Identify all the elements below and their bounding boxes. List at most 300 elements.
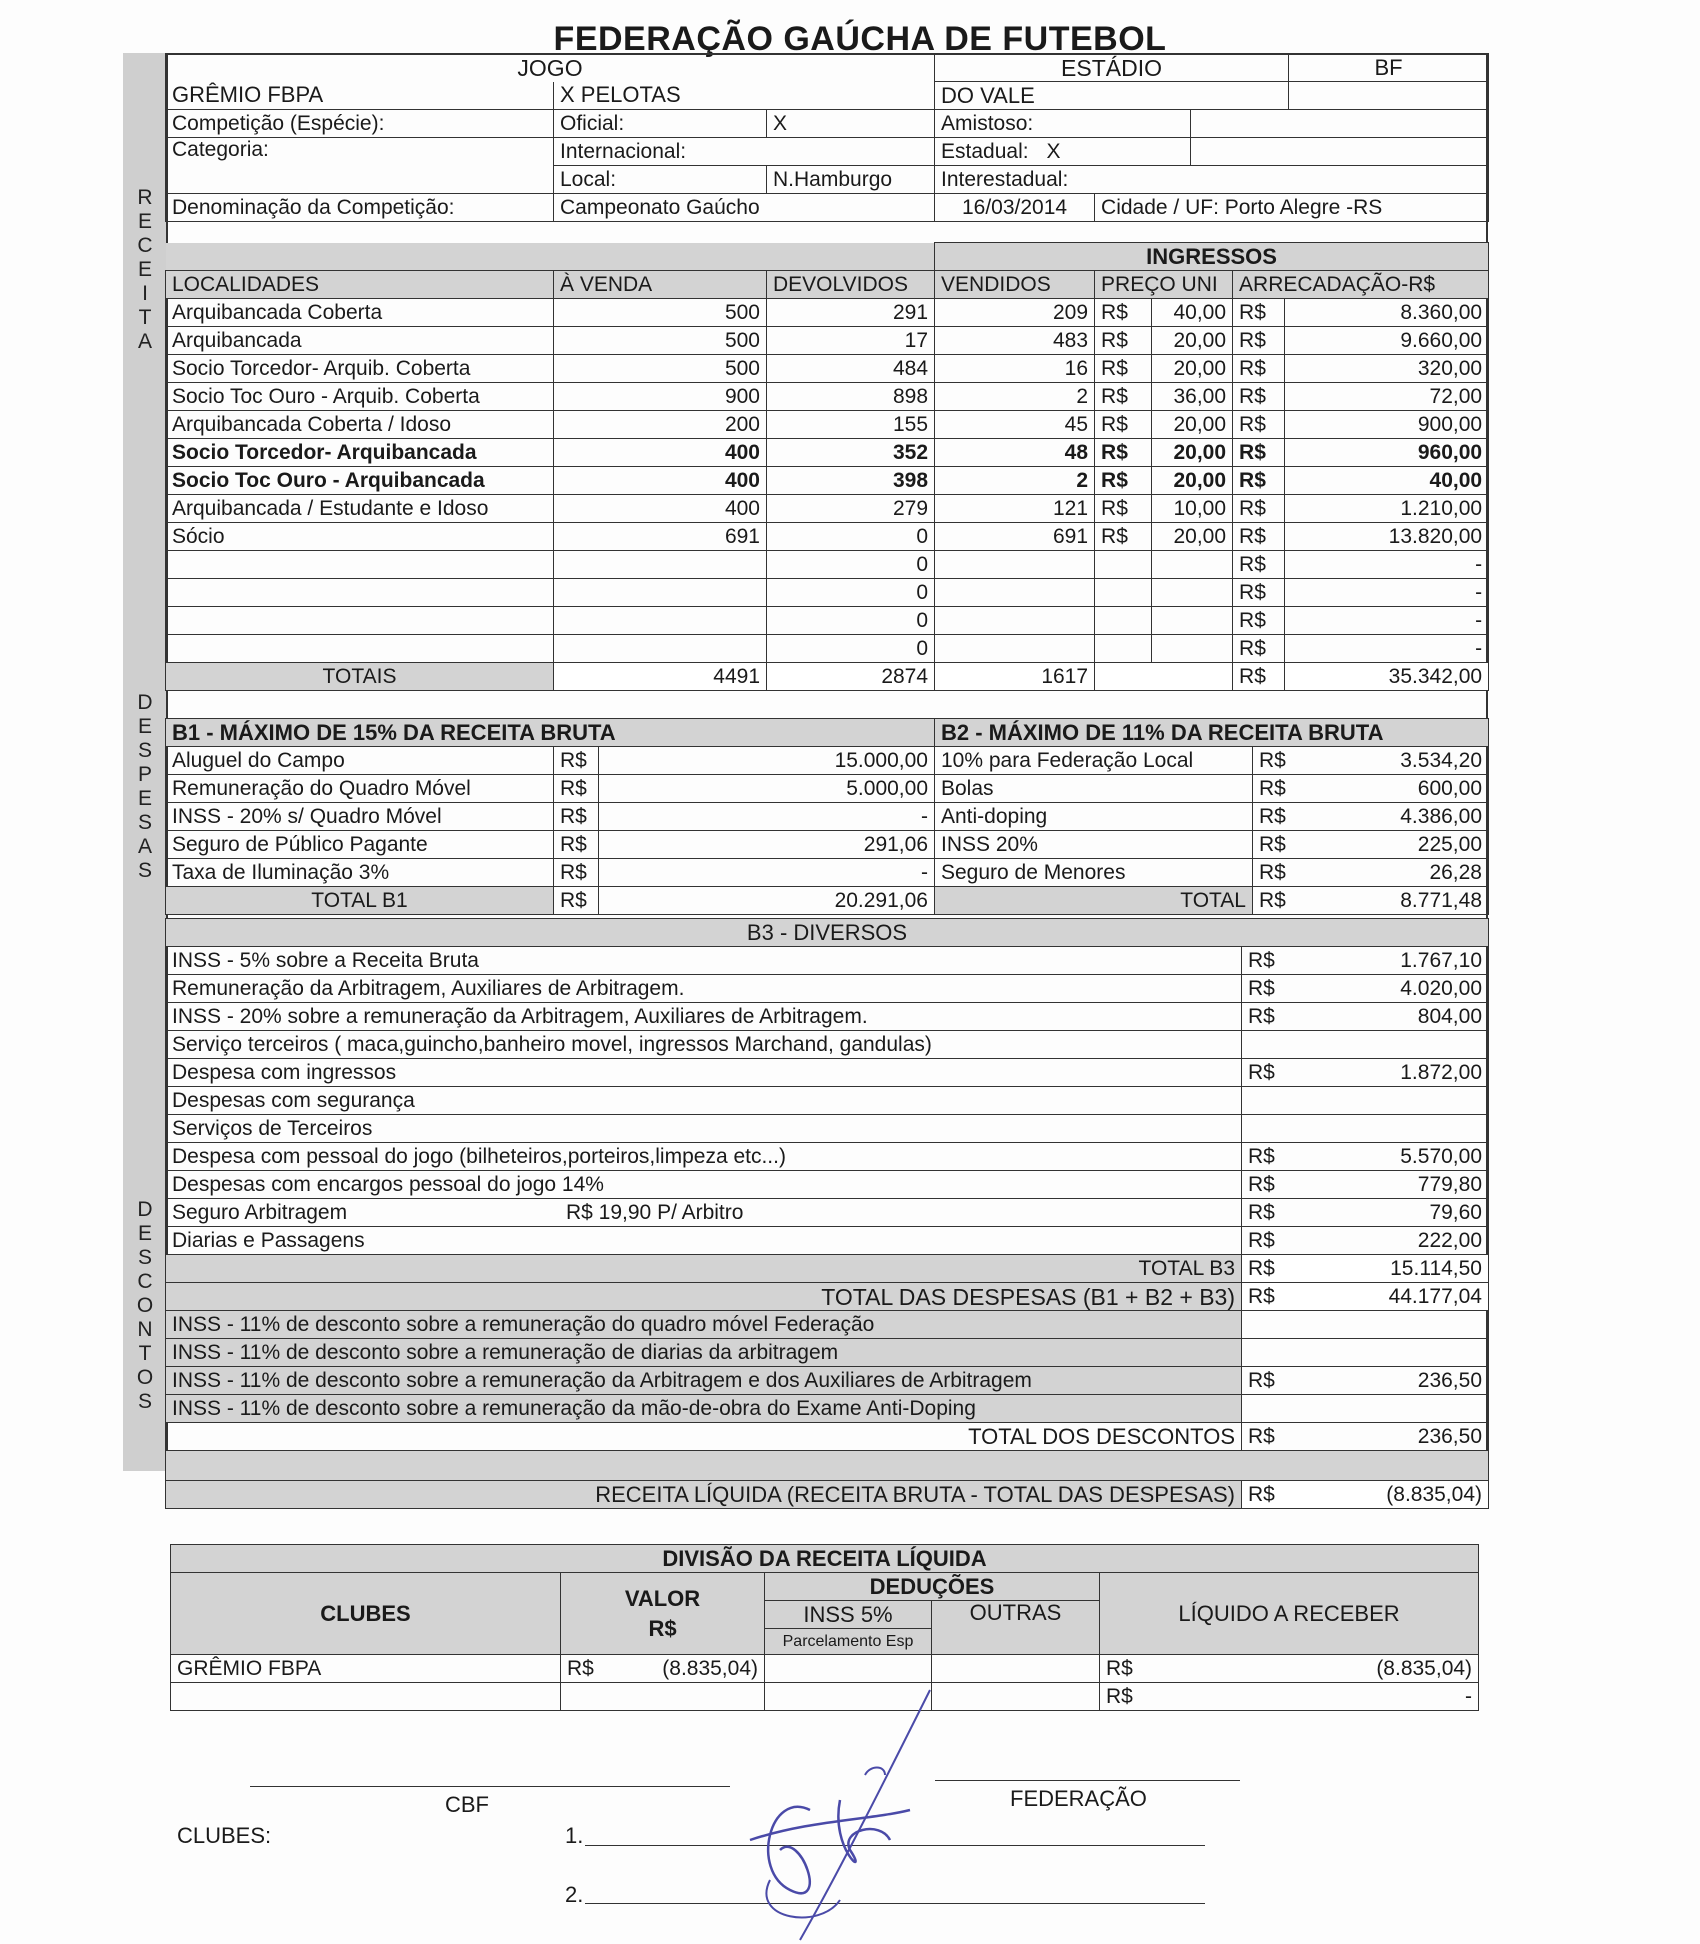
b3-item-label-cell xyxy=(166,947,1242,975)
arrecadacao-currency-cell: R$ xyxy=(1233,495,1285,523)
clubes-signature-label: CLUBES: xyxy=(177,1823,272,1848)
b3-row xyxy=(166,1199,1489,1227)
jogo-label: JOGO xyxy=(166,54,935,82)
federacao-label: FEDERAÇÃO xyxy=(1010,1786,1147,1811)
side-letter: S xyxy=(137,1246,152,1269)
valor-header: VALOR xyxy=(624,1585,701,1611)
devolvidos-cell: 398 xyxy=(767,467,935,495)
arrecadacao-cell: 1.210,00 xyxy=(1285,495,1489,523)
side-letter: S xyxy=(137,739,152,762)
b3-item-currency: R$ xyxy=(1248,948,1275,972)
desconto-currency: R$ xyxy=(1248,1368,1275,1392)
receita-side-label xyxy=(128,186,162,354)
localidade-cell xyxy=(166,635,554,663)
b3-item-currency: R$ xyxy=(1248,1228,1275,1252)
devolvidos-cell: 279 xyxy=(767,495,935,523)
b2-total-label: TOTAL xyxy=(935,887,1253,915)
b2-total-value: 8.771,48 xyxy=(1400,888,1482,912)
preco-cell xyxy=(1152,607,1233,635)
b3-item-label-cell xyxy=(166,1199,1242,1227)
outras-header: OUTRAS xyxy=(932,1601,1100,1655)
b3-item-currency: R$ xyxy=(1248,1200,1275,1224)
localidade-cell: Socio Toc Ouro - Arquibancada xyxy=(166,467,554,495)
b1-item-value: - xyxy=(599,859,935,887)
b1-item-currency: R$ xyxy=(554,747,599,775)
b3-row xyxy=(166,1031,1489,1059)
ingressos-header-cell: VENDIDOS xyxy=(935,271,1095,299)
ingressos-row xyxy=(166,355,1489,383)
clube-name xyxy=(171,1683,561,1711)
vendidos-cell: 16 xyxy=(935,355,1095,383)
side-letter: C xyxy=(137,1270,153,1293)
receita-liquida-label: RECEITA LÍQUIDA (RECEITA BRUTA - TOTAL DAS DESPESAS) xyxy=(166,1481,1242,1509)
arrecadacao-cell: 960,00 xyxy=(1285,439,1489,467)
ingressos-row xyxy=(166,607,1489,635)
ingressos-row xyxy=(166,495,1489,523)
b3-item-label: Despesas com encargos pessoal do jogo 14% xyxy=(172,1172,604,1196)
estadual-label: Estadual: xyxy=(941,139,1029,163)
total-descontos-currency: R$ xyxy=(1248,1424,1275,1448)
club-signature-2-label: 2. xyxy=(565,1882,584,1907)
liquido-value: (8.835,04) xyxy=(1376,1656,1473,1680)
preco-currency-cell xyxy=(1095,635,1152,663)
preco-currency-cell xyxy=(1095,551,1152,579)
vendidos-cell xyxy=(935,635,1095,663)
b1-b2-row xyxy=(166,831,1489,859)
arrecadacao-currency-cell: R$ xyxy=(1233,355,1285,383)
b2-item-label: Seguro de Menores xyxy=(935,859,1253,887)
vendidos-cell xyxy=(935,579,1095,607)
side-letter: N xyxy=(137,1318,153,1341)
ingressos-header-cell: PREÇO UNI xyxy=(1095,271,1233,299)
vendidos-cell: 48 xyxy=(935,439,1095,467)
ingressos-row xyxy=(166,467,1489,495)
total-descontos-label: TOTAL DOS DESCONTOS xyxy=(166,1423,1242,1451)
arrecadacao-currency-cell: R$ xyxy=(1233,439,1285,467)
b3-total-currency: R$ xyxy=(1248,1256,1275,1280)
b3-item-value: 222,00 xyxy=(1417,1228,1482,1252)
side-letter: E xyxy=(137,210,152,233)
b3-item-label: INSS - 20% sobre a remuneração da Arbitragem, Auxiliares de Arbitragem. xyxy=(172,1004,868,1028)
b1-total-label: TOTAL B1 xyxy=(166,887,554,915)
b1-total-currency: R$ xyxy=(554,887,599,915)
b3-row xyxy=(166,1003,1489,1031)
b1-item-label: Aluguel do Campo xyxy=(166,747,554,775)
arrecadacao-cell: - xyxy=(1285,579,1489,607)
preco-currency-cell xyxy=(1095,579,1152,607)
home-team: GRÊMIO FBPA xyxy=(166,82,554,110)
b1-item-value: 15.000,00 xyxy=(599,747,935,775)
vendidos-cell: 483 xyxy=(935,327,1095,355)
b3-row xyxy=(166,975,1489,1003)
ingressos-header-cell: DEVOLVIDOS xyxy=(767,271,935,299)
arrecadacao-cell: 8.360,00 xyxy=(1285,299,1489,327)
ingressos-row xyxy=(166,523,1489,551)
side-letter: R xyxy=(137,186,153,209)
arrecadacao-currency-cell: R$ xyxy=(1233,579,1285,607)
b3-item-label: Serviço terceiros ( maca,guincho,banheiro movel, ingressos Marchand, gandulas) xyxy=(172,1032,932,1056)
ingressos-title: INGRESSOS xyxy=(935,243,1489,271)
b3-item-note: R$ 19,90 P/ Arbitro xyxy=(566,1200,744,1224)
b3-item-label-cell xyxy=(166,1031,1242,1059)
a-venda-cell xyxy=(554,635,767,663)
clubes-header: CLUBES xyxy=(171,1573,561,1655)
receita-liquida-currency: R$ xyxy=(1248,1482,1275,1506)
handwritten-signature xyxy=(690,1650,950,1944)
side-letter: D xyxy=(137,1198,153,1221)
arrecadacao-currency-cell: R$ xyxy=(1233,635,1285,663)
b1-item-currency: R$ xyxy=(554,859,599,887)
devolvidos-cell: 17 xyxy=(767,327,935,355)
b3-row xyxy=(166,1171,1489,1199)
local-value: N.Hamburgo xyxy=(767,166,935,194)
b3-item-value: 5.570,00 xyxy=(1400,1144,1482,1168)
b1-item-currency: R$ xyxy=(554,803,599,831)
b3-item-label: Seguro Arbitragem xyxy=(172,1200,348,1224)
b1-item-value: - xyxy=(599,803,935,831)
a-venda-cell: 400 xyxy=(554,467,767,495)
a-venda-cell: 400 xyxy=(554,439,767,467)
ingressos-header-cell: LOCALIDADES xyxy=(166,271,554,299)
a-venda-cell: 400 xyxy=(554,495,767,523)
oficial-label: Oficial: xyxy=(554,110,767,138)
b2-item-currency: R$ xyxy=(1259,860,1286,884)
totais-venda: 4491 xyxy=(554,663,767,691)
b3-row xyxy=(166,1115,1489,1143)
b2-item-currency: R$ xyxy=(1259,776,1286,800)
ingressos-row xyxy=(166,411,1489,439)
b3-item-label: Diarias e Passagens xyxy=(172,1228,365,1252)
preco-cell xyxy=(1152,551,1233,579)
b3-item-label-cell xyxy=(166,1227,1242,1255)
inss-header: INSS 5% xyxy=(765,1601,932,1629)
side-letter: T xyxy=(138,306,152,329)
preco-currency-cell: R$ xyxy=(1095,467,1152,495)
side-letter: S xyxy=(137,859,152,882)
arrecadacao-cell: 72,00 xyxy=(1285,383,1489,411)
b1-b2-row xyxy=(166,747,1489,775)
denominacao-label: Denominação da Competição: xyxy=(166,194,554,222)
b2-total-currency: R$ xyxy=(1259,888,1286,912)
b2-item-value: 26,28 xyxy=(1429,860,1482,884)
b3-total-value: 15.114,50 xyxy=(1390,1256,1482,1280)
despesas-b3-table xyxy=(165,918,1489,1509)
b2-item-label: INSS 20% xyxy=(935,831,1253,859)
valor-unit: R$ xyxy=(648,1615,677,1641)
a-venda-cell xyxy=(554,551,767,579)
vendidos-cell: 2 xyxy=(935,383,1095,411)
preco-currency-cell: R$ xyxy=(1095,327,1152,355)
b3-item-currency: R$ xyxy=(1248,1004,1275,1028)
b3-item-label-cell xyxy=(166,1171,1242,1199)
preco-currency-cell: R$ xyxy=(1095,411,1152,439)
totais-devolvidos: 2874 xyxy=(767,663,935,691)
cbf-signature-line xyxy=(250,1786,730,1787)
totais-vendidos: 1617 xyxy=(935,663,1095,691)
b1-item-label: Taxa de Iluminação 3% xyxy=(166,859,554,887)
devolvidos-cell: 0 xyxy=(767,607,935,635)
side-letter: O xyxy=(136,1294,154,1317)
devolvidos-cell: 0 xyxy=(767,551,935,579)
preco-currency-cell: R$ xyxy=(1095,355,1152,383)
b1-item-value: 5.000,00 xyxy=(599,775,935,803)
estadio-value: DO VALE xyxy=(935,82,1289,110)
vendidos-cell: 45 xyxy=(935,411,1095,439)
localidade-cell: Socio Torcedor- Arquibancada xyxy=(166,439,554,467)
ingressos-row xyxy=(166,551,1489,579)
liquido-value: - xyxy=(1465,1684,1473,1708)
side-letter: T xyxy=(138,1342,152,1365)
desconto-label: INSS - 11% de desconto sobre a remuneração do quadro móvel Federação xyxy=(166,1311,1242,1339)
inss-subheader: Parcelamento Esp xyxy=(765,1629,932,1655)
ingressos-header-cell: ARRECADAÇÃO-R$ xyxy=(1233,271,1489,299)
preco-cell: 36,00 xyxy=(1152,383,1233,411)
localidade-cell xyxy=(166,551,554,579)
ingressos-row xyxy=(166,327,1489,355)
a-venda-cell xyxy=(554,607,767,635)
vendidos-cell xyxy=(935,607,1095,635)
desconto-row xyxy=(166,1367,1489,1395)
devolvidos-cell: 0 xyxy=(767,579,935,607)
preco-cell: 20,00 xyxy=(1152,523,1233,551)
b1-b2-row xyxy=(166,803,1489,831)
preco-cell: 20,00 xyxy=(1152,439,1233,467)
b3-item-value: 4.020,00 xyxy=(1400,976,1482,1000)
b3-item-currency: R$ xyxy=(1248,1144,1275,1168)
receita-liquida-value: (8.835,04) xyxy=(1386,1482,1482,1506)
divisao-title: DIVISÃO DA RECEITA LÍQUIDA xyxy=(171,1545,1479,1573)
side-letter: A xyxy=(137,835,152,858)
b3-item-currency: R$ xyxy=(1248,976,1275,1000)
b2-item-label: Bolas xyxy=(935,775,1253,803)
header-table xyxy=(165,53,1489,222)
local-label: Local: xyxy=(554,166,767,194)
ingressos-row xyxy=(166,299,1489,327)
b3-item-value: 804,00 xyxy=(1417,1004,1482,1028)
vendidos-cell: 121 xyxy=(935,495,1095,523)
localidade-cell: Socio Toc Ouro - Arquib. Coberta xyxy=(166,383,554,411)
devolvidos-cell: 484 xyxy=(767,355,935,383)
cidade-uf: Cidade / UF: Porto Alegre -RS xyxy=(1095,194,1489,222)
side-letter: I xyxy=(142,282,148,305)
preco-currency-cell: R$ xyxy=(1095,299,1152,327)
arrecadacao-currency-cell: R$ xyxy=(1233,411,1285,439)
b3-row xyxy=(166,1143,1489,1171)
side-letter: E xyxy=(137,715,152,738)
competicao-label: Competição (Espécie): xyxy=(166,110,554,138)
ingressos-header-cell: À VENDA xyxy=(554,271,767,299)
b2-item-value: 225,00 xyxy=(1417,832,1482,856)
arrecadacao-currency-cell: R$ xyxy=(1233,383,1285,411)
vendidos-cell: 2 xyxy=(935,467,1095,495)
b3-item-label: Remuneração da Arbitragem, Auxiliares de Arbitragem. xyxy=(172,976,685,1000)
b3-item-label: Despesa com ingressos xyxy=(172,1060,397,1084)
arrecadacao-cell: - xyxy=(1285,607,1489,635)
arrecadacao-cell: 320,00 xyxy=(1285,355,1489,383)
ingressos-row xyxy=(166,635,1489,663)
b2-item-value: 600,00 xyxy=(1417,776,1482,800)
b3-row xyxy=(166,1059,1489,1087)
b2-item-value: 4.386,00 xyxy=(1400,804,1482,828)
arrecadacao-cell: - xyxy=(1285,635,1489,663)
total-descontos-value: 236,50 xyxy=(1417,1424,1482,1448)
side-letter: P xyxy=(137,763,152,786)
arrecadacao-currency-cell: R$ xyxy=(1233,467,1285,495)
arrecadacao-cell: 900,00 xyxy=(1285,411,1489,439)
total-despesas-label: TOTAL DAS DESPESAS (B1 + B2 + B3) xyxy=(166,1283,1242,1311)
page-title: FEDERAÇÃO GAÚCHA DE FUTEBOL xyxy=(553,20,1167,58)
b2-title: B2 - MÁXIMO DE 11% DA RECEITA BRUTA xyxy=(935,719,1489,747)
valor-currency: R$ xyxy=(567,1656,594,1680)
b1-item-currency: R$ xyxy=(554,831,599,859)
side-letter: S xyxy=(137,1390,152,1413)
arrecadacao-cell: 9.660,00 xyxy=(1285,327,1489,355)
bf-value xyxy=(1289,82,1489,110)
a-venda-cell: 900 xyxy=(554,383,767,411)
ingressos-table xyxy=(165,242,1489,691)
arrecadacao-currency-cell: R$ xyxy=(1233,607,1285,635)
localidade-cell: Arquibancada / Estudante e Idoso xyxy=(166,495,554,523)
away-team: X PELOTAS xyxy=(554,82,935,110)
preco-cell xyxy=(1152,579,1233,607)
despesas-side-label xyxy=(128,691,162,883)
arrecadacao-currency-cell: R$ xyxy=(1233,299,1285,327)
preco-cell: 40,00 xyxy=(1152,299,1233,327)
vendidos-cell: 209 xyxy=(935,299,1095,327)
b3-item-label-cell xyxy=(166,975,1242,1003)
b3-item-label-cell xyxy=(166,1003,1242,1031)
side-letter: C xyxy=(137,234,153,257)
ingressos-row xyxy=(166,383,1489,411)
club-signature-1-label: 1. xyxy=(565,1823,584,1848)
preco-currency-cell xyxy=(1095,607,1152,635)
arrecadacao-cell: 13.820,00 xyxy=(1285,523,1489,551)
b1-total-value: 20.291,06 xyxy=(599,887,935,915)
a-venda-cell xyxy=(554,579,767,607)
b3-item-currency: R$ xyxy=(1248,1060,1275,1084)
b1-b2-row xyxy=(166,859,1489,887)
devolvidos-cell: 155 xyxy=(767,411,935,439)
side-letter: O xyxy=(136,1366,154,1389)
preco-cell: 20,00 xyxy=(1152,411,1233,439)
liquido-currency: R$ xyxy=(1106,1656,1133,1680)
preco-cell: 20,00 xyxy=(1152,467,1233,495)
cbf-label: CBF xyxy=(445,1792,489,1817)
vendidos-cell xyxy=(935,551,1095,579)
b3-item-label-cell xyxy=(166,1115,1242,1143)
devolvidos-cell: 898 xyxy=(767,383,935,411)
outras-deducao xyxy=(932,1683,1100,1711)
side-letter: A xyxy=(137,330,152,353)
b3-item-label-cell xyxy=(166,1059,1242,1087)
outras-deducao xyxy=(932,1655,1100,1683)
preco-cell: 20,00 xyxy=(1152,327,1233,355)
a-venda-cell: 500 xyxy=(554,327,767,355)
vendidos-cell: 691 xyxy=(935,523,1095,551)
desconto-label: INSS - 11% de desconto sobre a remuneração da mão-de-obra do Exame Anti-Doping xyxy=(166,1395,1242,1423)
b1-item-label: INSS - 20% s/ Quadro Móvel xyxy=(166,803,554,831)
b3-item-label: Despesa com pessoal do jogo (bilheteiros,porteiros,limpeza etc...) xyxy=(172,1144,786,1168)
b3-row xyxy=(166,947,1489,975)
localidade-cell: Socio Torcedor- Arquib. Coberta xyxy=(166,355,554,383)
b3-item-label-cell xyxy=(166,1143,1242,1171)
arrecadacao-cell: - xyxy=(1285,551,1489,579)
internacional-label: Internacional: xyxy=(554,138,935,166)
localidade-cell xyxy=(166,607,554,635)
b2-item-currency: R$ xyxy=(1259,804,1286,828)
despesas-b1-b2-table xyxy=(165,718,1489,915)
localidade-cell xyxy=(166,579,554,607)
clube-name: GRÊMIO FBPA xyxy=(171,1655,561,1683)
total-despesas-currency: R$ xyxy=(1248,1284,1275,1308)
totais-arrecadacao: 35.342,00 xyxy=(1285,663,1489,691)
b2-item-currency: R$ xyxy=(1259,748,1286,772)
localidade-cell: Arquibancada xyxy=(166,327,554,355)
estadual-mark: X xyxy=(1046,139,1061,163)
liquido-currency: R$ xyxy=(1106,1684,1133,1708)
oficial-mark: X xyxy=(767,110,935,138)
b3-title: B3 - DIVERSOS xyxy=(166,919,1489,947)
devolvidos-cell: 291 xyxy=(767,299,935,327)
b1-item-currency: R$ xyxy=(554,775,599,803)
b1-item-value: 291,06 xyxy=(599,831,935,859)
descontos-side-label xyxy=(128,1198,162,1414)
localidade-cell: Arquibancada Coberta / Idoso xyxy=(166,411,554,439)
desconto-row xyxy=(166,1339,1489,1367)
side-letter: E xyxy=(137,787,152,810)
b3-item-currency: R$ xyxy=(1248,1172,1275,1196)
amistoso-value xyxy=(1191,110,1489,138)
desconto-value: 236,50 xyxy=(1417,1368,1482,1392)
side-letter: S xyxy=(137,811,152,834)
totais-preco-empty xyxy=(1095,663,1233,691)
a-venda-cell: 500 xyxy=(554,299,767,327)
arrecadacao-currency-cell: R$ xyxy=(1233,551,1285,579)
amistoso-label: Amistoso: xyxy=(935,110,1191,138)
desconto-label: INSS - 11% de desconto sobre a remuneração de diarias da arbitragem xyxy=(166,1339,1242,1367)
a-venda-cell: 500 xyxy=(554,355,767,383)
ingressos-row xyxy=(166,579,1489,607)
desconto-label: INSS - 11% de desconto sobre a remuneração da Arbitragem e dos Auxiliares de Arbitragem xyxy=(166,1367,1242,1395)
preco-currency-cell: R$ xyxy=(1095,439,1152,467)
totais-arrecadacao-currency: R$ xyxy=(1233,663,1285,691)
arrecadacao-cell: 40,00 xyxy=(1285,467,1489,495)
a-venda-cell: 200 xyxy=(554,411,767,439)
localidade-cell: Arquibancada Coberta xyxy=(166,299,554,327)
b2-item-currency: R$ xyxy=(1259,832,1286,856)
valor-value: (8.835,04) xyxy=(662,1656,758,1680)
devolvidos-cell: 352 xyxy=(767,439,935,467)
side-letter: E xyxy=(137,258,152,281)
desconto-row xyxy=(166,1395,1489,1423)
side-letter: D xyxy=(137,691,153,714)
ingressos-row xyxy=(166,439,1489,467)
devolvidos-cell: 0 xyxy=(767,635,935,663)
preco-cell xyxy=(1152,635,1233,663)
preco-cell: 10,00 xyxy=(1152,495,1233,523)
liquido-header: LÍQUIDO A RECEBER xyxy=(1100,1573,1479,1655)
totais-label: TOTAIS xyxy=(166,663,554,691)
a-venda-cell: 691 xyxy=(554,523,767,551)
b1-item-label: Remuneração do Quadro Móvel xyxy=(166,775,554,803)
localidade-cell: Sócio xyxy=(166,523,554,551)
b3-item-value: 79,60 xyxy=(1429,1200,1482,1224)
b3-item-label: Serviços de Terceiros xyxy=(172,1116,373,1140)
b3-item-label-cell xyxy=(166,1087,1242,1115)
b3-item-value: 779,80 xyxy=(1417,1172,1482,1196)
estadio-label: ESTÁDIO xyxy=(935,54,1289,82)
b3-item-label: Despesas com segurança xyxy=(172,1088,415,1112)
